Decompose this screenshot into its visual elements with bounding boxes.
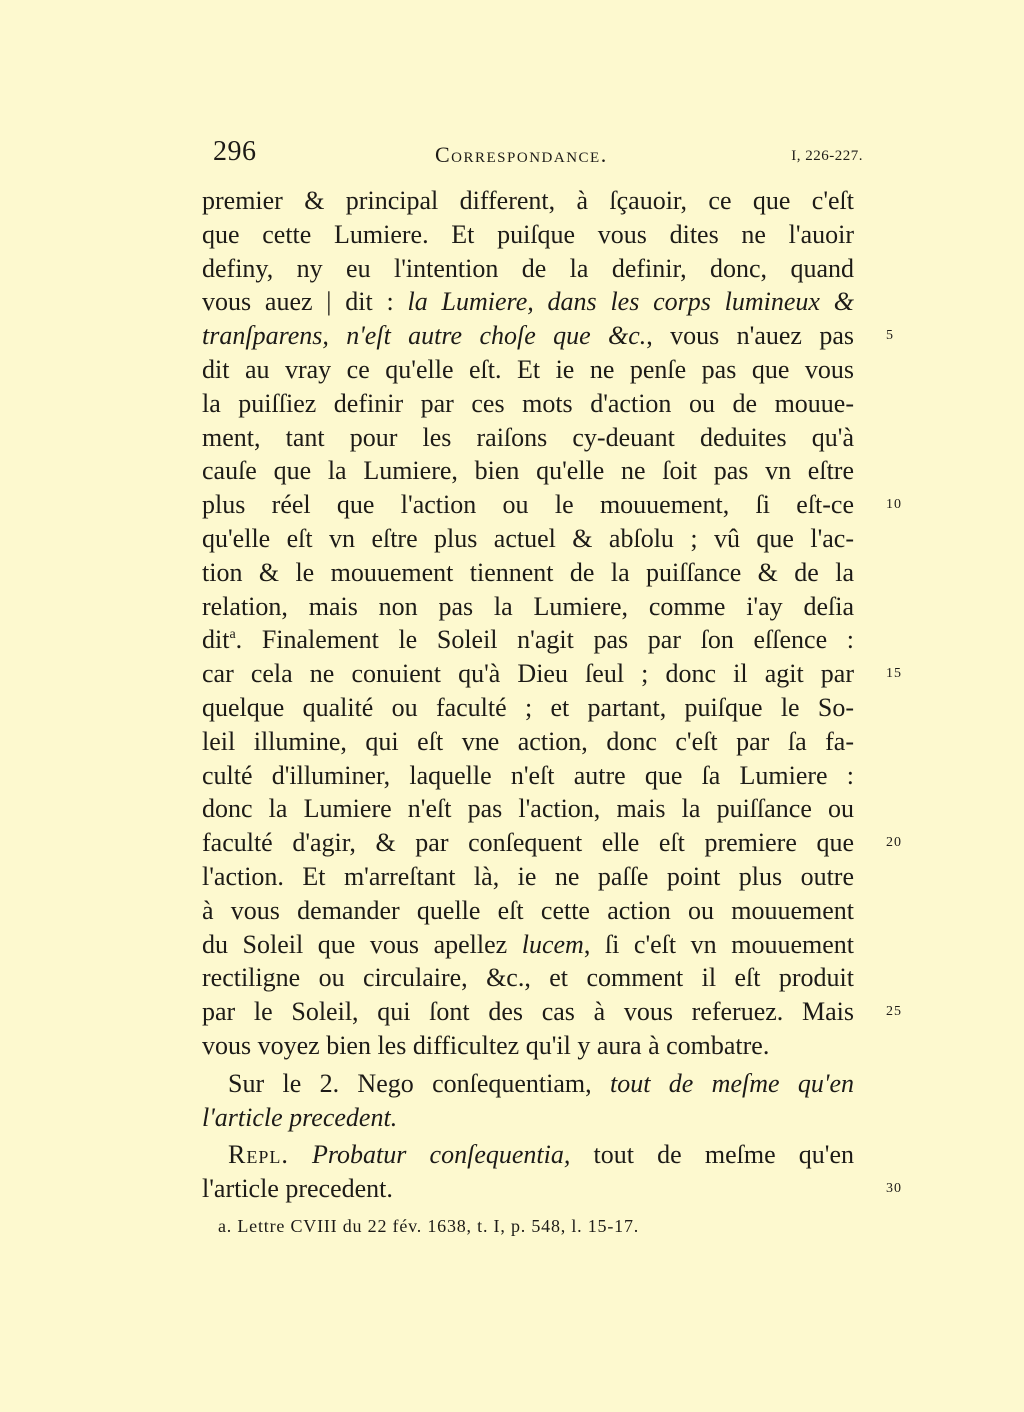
line-text: ment, tant pour les raiſons cy-deuant deduites qu'à xyxy=(202,422,854,452)
text-line xyxy=(202,1101,854,1135)
line-number: 5 xyxy=(886,328,894,344)
text-line xyxy=(202,759,854,793)
text-line xyxy=(202,319,894,353)
text-line xyxy=(202,657,902,691)
line-text: quelque qualité ou faculté ; et partant, puiſque le So- xyxy=(202,692,854,722)
line-text: l'action. Et m'arreſtant là, ie ne paſſe point plus outre xyxy=(202,861,854,891)
text-line xyxy=(202,1067,854,1101)
text-line xyxy=(202,421,854,455)
line-text: relation, mais non pas la Lumiere, comme i'ay deſia xyxy=(202,591,854,621)
text-line xyxy=(202,860,854,894)
line-number: 10 xyxy=(886,497,902,513)
text-line xyxy=(202,285,854,319)
text-line xyxy=(202,826,902,860)
line-text: donc la Lumiere n'eſt pas l'action, mais la puiſſance ou xyxy=(202,794,854,824)
line-text: tion & le mouuement tiennent de la puiſſance & de la xyxy=(202,557,854,587)
line-text: definy, ny eu l'intention de la definir, donc, quand xyxy=(202,253,854,283)
line-text: l'article precedent. xyxy=(202,1174,393,1204)
text-line xyxy=(202,1138,854,1172)
italic-quote: Probatur conſequentia, xyxy=(288,1140,571,1170)
line-text: plus réel que l'action ou le mouuement, ſi eſt-ce xyxy=(202,490,854,520)
line-text: vous auez | dit : xyxy=(202,287,408,317)
line-number: 30 xyxy=(886,1181,902,1197)
text-line xyxy=(202,691,854,725)
text-line xyxy=(202,488,902,522)
line-text: la puiſſiez definir par ces mots d'action ou de mouue- xyxy=(202,388,854,418)
line-text: rectiligne ou circulaire, &c., et comment il eſt produit xyxy=(202,963,854,993)
text-line xyxy=(202,792,854,826)
text-line xyxy=(202,218,854,252)
text-line xyxy=(202,252,854,286)
line-text: Sur le 2. Nego conſequentiam, xyxy=(228,1068,610,1098)
line-text: faculté d'agir, & par conſequent elle eſt premiere que xyxy=(202,828,854,858)
text-line xyxy=(202,590,854,624)
line-text: à vous demander quelle eſt cette action ou mouuement xyxy=(202,895,854,925)
italic-word: lucem xyxy=(521,929,584,959)
text-line xyxy=(202,522,854,556)
text-line xyxy=(202,725,854,759)
footnote: a. Lettre CVIII du 22 fév. 1638, t. I, p. 548, l. 15-17. xyxy=(218,1216,640,1236)
line-text: par le Soleil, qui ſont des cas à vous referuez. Mais xyxy=(202,997,854,1027)
page-number: 296 xyxy=(213,136,257,167)
line-text: culté d'illuminer, laquelle n'eſt autre que ſa Lumiere : xyxy=(202,760,854,790)
italic-quote: l'article precedent. xyxy=(202,1102,398,1132)
line-number: 25 xyxy=(886,1004,902,1020)
text-line xyxy=(202,928,854,962)
line-text: , vous n'auez pas xyxy=(646,321,854,351)
line-number: 20 xyxy=(886,835,902,851)
line-text: que cette Lumiere. Et puiſque vous dites ne l'auoir xyxy=(202,219,854,249)
line-text: cauſe que la Lumiere, bien qu'elle ne ſoit pas vn eſtre xyxy=(202,456,854,486)
line-text: premier & principal different, à ſçauoir, ce que c'eſt xyxy=(202,186,854,215)
body-text xyxy=(202,184,902,1206)
page-reference: I, 226-227. xyxy=(791,148,863,164)
italic-quote: la Lumiere, dans les corps lumineux & xyxy=(407,287,854,317)
line-text: tout de meſme qu'en xyxy=(570,1140,854,1170)
running-title: Correspondance. xyxy=(435,142,608,167)
reply-label: Repl. xyxy=(228,1140,289,1170)
text-line xyxy=(202,995,902,1029)
line-text: . Finalement le Soleil n'agit pas par ſon eſſence : xyxy=(235,625,854,655)
italic-quote: tout de meſme qu'en xyxy=(610,1068,854,1098)
italic-quote: tranſparens, n'eſt autre choſe que &c. xyxy=(202,321,647,351)
text-line xyxy=(202,1172,902,1206)
line-number: 15 xyxy=(886,666,902,682)
text-line xyxy=(202,184,854,218)
text-line xyxy=(202,894,854,928)
line-text: dit xyxy=(202,625,230,655)
text-line xyxy=(202,556,854,590)
text-line xyxy=(202,961,854,995)
line-text: leil illumine, qui eſt vne action, donc c'eſt par ſa fa- xyxy=(202,726,854,756)
line-text: dit au vray ce qu'elle eſt. Et ie ne penſe pas que vous xyxy=(202,354,854,384)
line-text: vous voyez bien les difficultez qu'il y aura à combatre. xyxy=(202,1030,770,1060)
text-line xyxy=(202,623,854,657)
text-line xyxy=(202,1029,854,1063)
footnote-marker: a xyxy=(229,627,236,643)
line-text: qu'elle eſt vn eſtre plus actuel & abſolu ; vû que l'ac- xyxy=(202,523,854,553)
text-line xyxy=(202,454,854,488)
line-text: car cela ne conuient qu'à Dieu ſeul ; donc il agit par xyxy=(202,659,854,689)
page-header xyxy=(213,136,863,176)
text-line xyxy=(202,387,854,421)
line-text: , ſi c'eſt vn mouuement xyxy=(583,929,854,959)
line-text: du Soleil que vous apellez xyxy=(202,929,522,959)
text-line xyxy=(202,353,854,387)
